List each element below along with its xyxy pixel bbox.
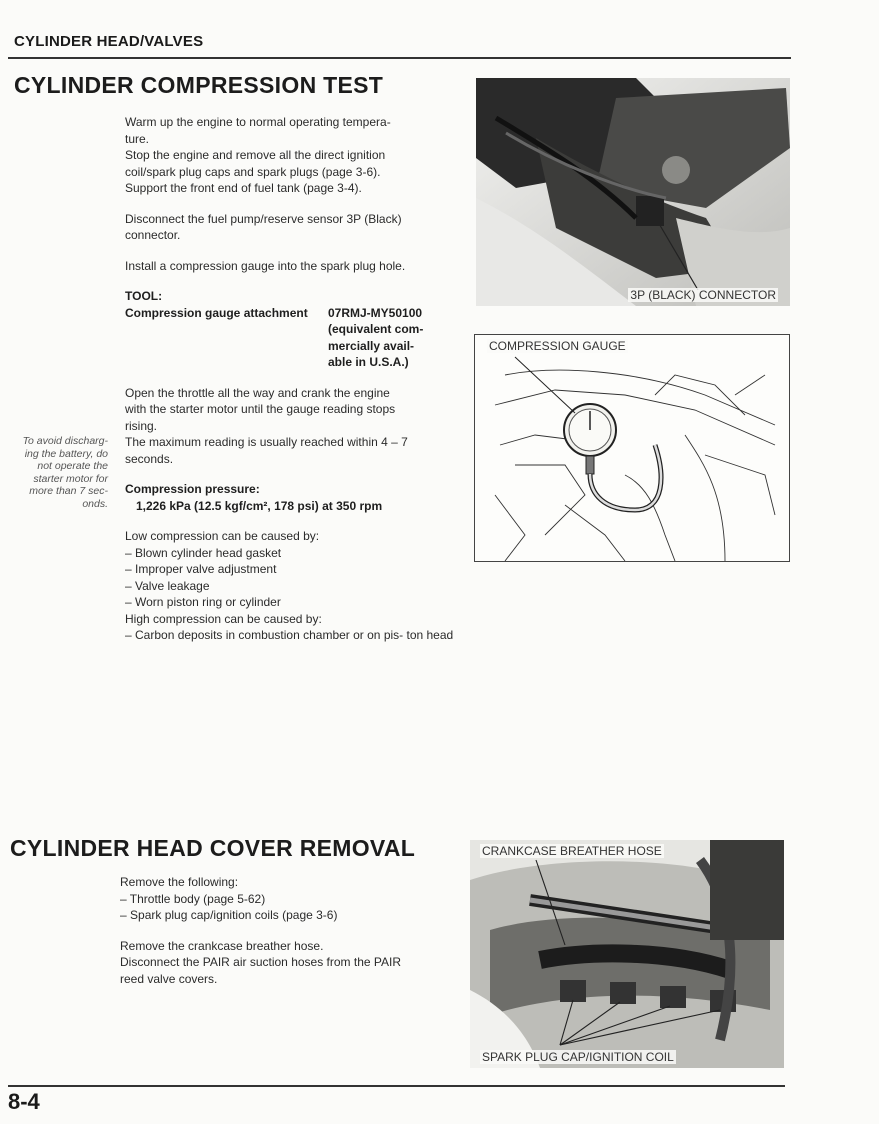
para-install-gauge: Install a compression gauge into the spark plug hole. [125,258,406,273]
gauge-drawing [475,335,789,561]
breather-hose-label: CRANKCASE BREATHER HOSE [482,844,662,858]
connector-photo-image [476,78,790,306]
tool-name: Compression gauge attachment [125,305,308,320]
compression-gauge-figure [474,334,790,562]
list-item: – Worn piston ring or cylinder [125,594,465,611]
side-note: To avoid discharg- ing the battery, do not operate the starter motor for more than 7 sec- onds. [22,435,108,510]
page-number: 8-4 [8,1089,40,1114]
high-compression-list [125,627,455,644]
para-crank-engine: Open the throttle all the way and crank the engine with the starter motor until the gauge reading stops rising. The maximum reading is usually reached within 4 – 7 seconds. [125,385,408,466]
compression-body [125,114,465,644]
high-compression-label: High compression can be caused by: [125,611,322,626]
list-item: – Improper valve adjustment [125,561,465,578]
cylinder-head-photo-image [470,840,784,1068]
low-compression-label: Low compression can be caused by: [125,529,320,543]
list-item: – Throttle body (page 5-62) [120,891,465,908]
cover-removal-body [120,874,465,987]
list-item: – Blown cylinder head gasket [125,545,465,562]
intro: Remove the following: [120,875,239,889]
list-item: – Carbon deposits in combustion chamber or on pis- ton head [125,627,455,644]
connector-label: 3P (BLACK) CONNECTOR [630,288,776,302]
spark-plug-coil-label: SPARK PLUG CAP/IGNITION COIL [482,1050,674,1064]
pressure-label: Compression pressure: [125,482,260,496]
footer-rule [8,1085,785,1087]
connector-photo [476,78,790,306]
cylinder-head-photo [470,840,784,1068]
tool-row [125,305,465,371]
gauge-label: COMPRESSION GAUGE [489,339,626,353]
low-compression-list [125,545,465,611]
pressure-value: 1,226 kPa (12.5 kgf/cm², 178 psi) at 350 rpm [136,498,383,513]
list-item: – Valve leakage [125,578,465,595]
tool-label: TOOL: [125,289,163,303]
section-title: CYLINDER HEAD/VALVES [14,33,204,50]
para-breather-hose: Remove the crankcase breather hose. [120,938,324,953]
para-warm-up: Warm up the engine to normal operating tempera- ture. [125,115,391,146]
tool-number-block: 07RMJ-MY50100 (equivalent com- mercially avail- able in U.S.A.) [328,305,424,369]
list-item: – Spark plug cap/ignition coils (page 3-6) [120,907,465,924]
para-pair-hoses: Disconnect the PAIR air suction hoses from the PAIR reed valve covers. [120,955,402,986]
compression-test-title: CYLINDER COMPRESSION TEST [14,72,384,98]
cover-removal-title: CYLINDER HEAD COVER REMOVAL [10,835,416,861]
removal-list [120,891,465,924]
para-disconnect: Disconnect the fuel pump/reserve sensor 3P (Black) connector. [125,211,402,242]
header-rule [8,57,791,59]
para-stop-engine: Stop the engine and remove all the direct ignition coil/spark plug caps and spark plugs (page 3-6). Support the front end of fuel tank (page 3-4). [125,148,386,195]
